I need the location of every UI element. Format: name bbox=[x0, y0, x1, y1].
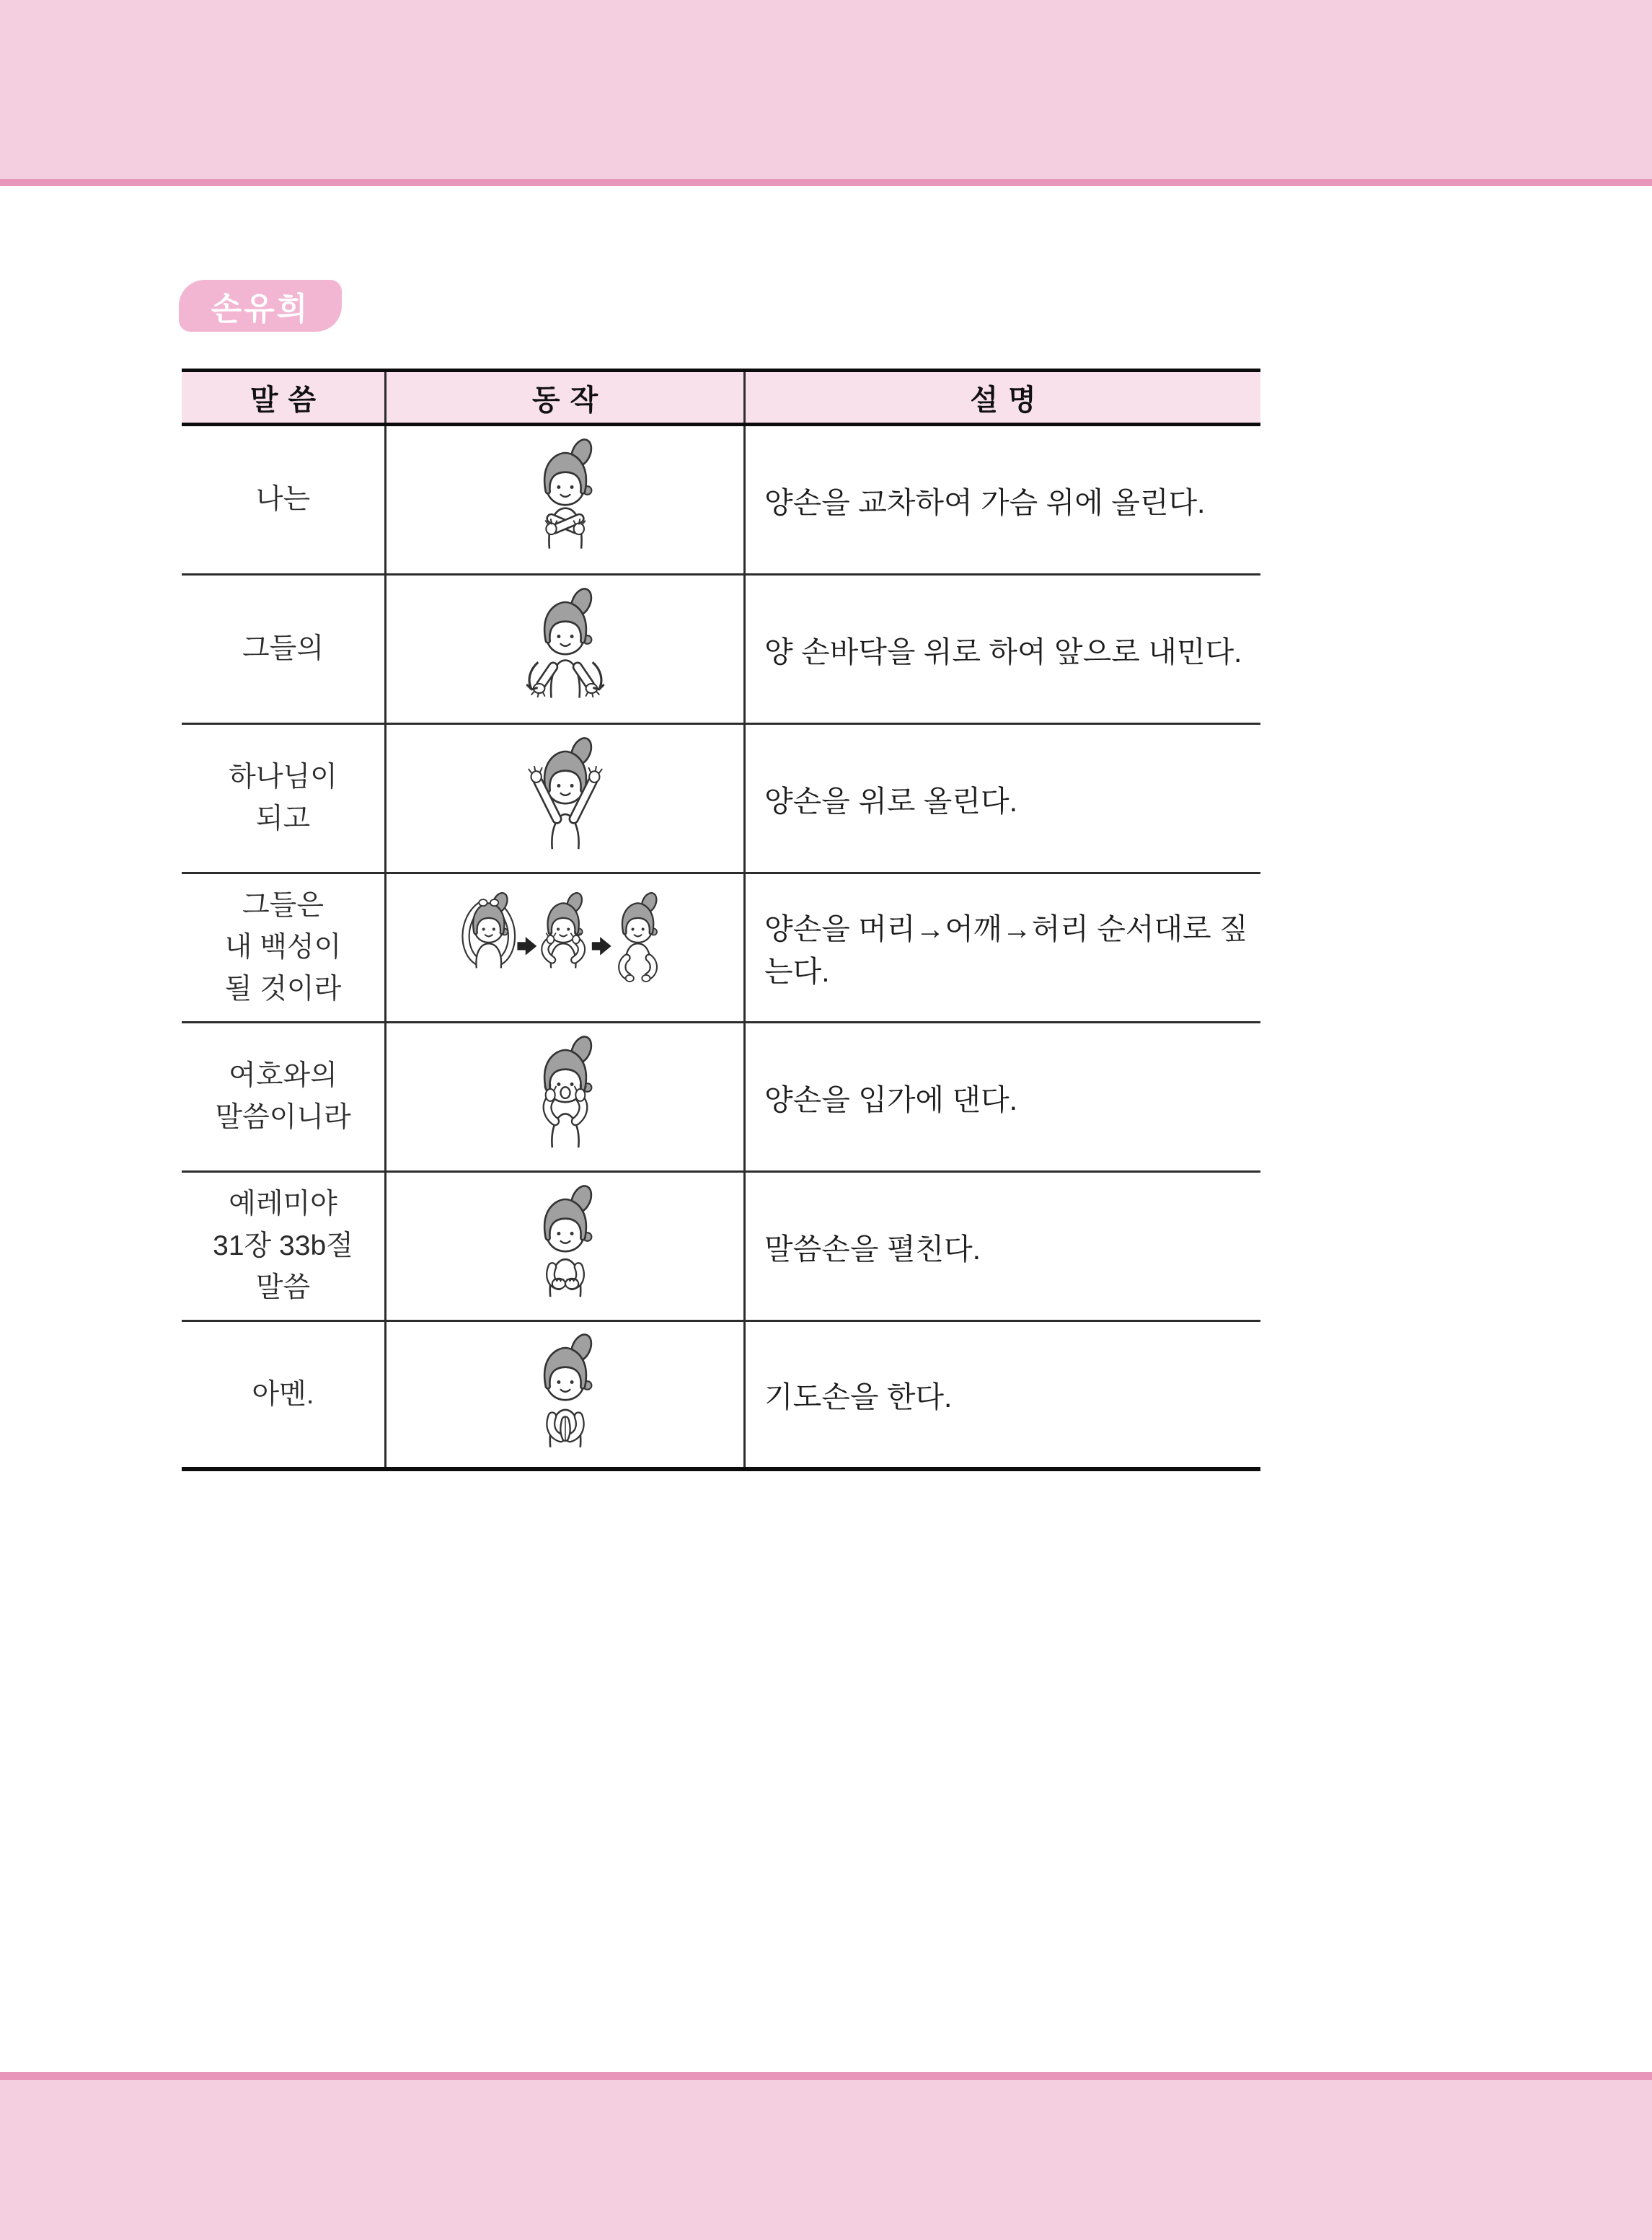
description-cell bbox=[746, 874, 1260, 1021]
action-cell bbox=[384, 1023, 746, 1170]
section-badge-label: 손유희 bbox=[211, 291, 310, 327]
word-cell bbox=[182, 1173, 384, 1320]
description-cell bbox=[746, 426, 1260, 573]
header-description: 설명 bbox=[970, 384, 1046, 416]
header-action: 동작 bbox=[384, 372, 746, 423]
word-line: 아멘. bbox=[252, 1378, 314, 1410]
top-pink-band bbox=[0, 0, 1652, 179]
girl-hands-crossed-on-chest-icon bbox=[509, 434, 622, 565]
table-body bbox=[182, 426, 1260, 1471]
girl-arms-raised-icon bbox=[509, 733, 622, 864]
word-line: 내 백성이 bbox=[224, 932, 342, 963]
section-badge bbox=[179, 280, 342, 332]
word-line: 되고 bbox=[255, 803, 311, 834]
header-word: 말씀 bbox=[249, 384, 327, 416]
word-line: 그들의 bbox=[242, 633, 324, 664]
girl-head-shoulder-waist-sequence-icon bbox=[399, 886, 731, 1009]
word-line: 예레미야 bbox=[229, 1189, 337, 1220]
table-row bbox=[182, 1322, 1260, 1471]
word-line: 될 것이라 bbox=[224, 974, 342, 1005]
description-cell bbox=[746, 725, 1260, 872]
action-cell bbox=[384, 576, 746, 723]
action-cell bbox=[384, 874, 746, 1021]
action-cell bbox=[384, 725, 746, 872]
action-cell bbox=[384, 1173, 746, 1320]
table-header-row bbox=[182, 369, 1260, 426]
table-row bbox=[182, 874, 1260, 1023]
description-cell bbox=[746, 1173, 1260, 1320]
table-row bbox=[182, 426, 1260, 576]
bottom-pink-band bbox=[0, 2080, 1652, 2240]
word-line: 하나님이 bbox=[229, 762, 337, 793]
girl-prayer-hands-icon bbox=[509, 1329, 622, 1460]
girl-palms-up-forward-icon bbox=[509, 583, 622, 715]
word-cell bbox=[182, 725, 384, 872]
action-cell bbox=[384, 426, 746, 573]
description-text: 양손을 머리→어깨→허리 순서대로 짚는다. bbox=[764, 912, 1248, 988]
word-line: 말씀 bbox=[255, 1272, 311, 1303]
word-line: 여호와의 bbox=[229, 1060, 337, 1091]
girl-open-word-hands-icon bbox=[509, 1181, 622, 1312]
table-row bbox=[182, 725, 1260, 874]
table-row bbox=[182, 1173, 1260, 1322]
top-pink-stripe bbox=[0, 179, 1652, 186]
word-cell bbox=[182, 1023, 384, 1170]
description-cell bbox=[746, 1023, 1260, 1170]
description-text: 양손을 위로 올린다. bbox=[764, 784, 1018, 818]
description-text: 기도손을 한다. bbox=[764, 1380, 953, 1414]
description-text: 양 손바닥을 위로 하여 앞으로 내민다. bbox=[764, 635, 1242, 669]
word-line: 나는 bbox=[255, 484, 311, 515]
word-cell bbox=[182, 576, 384, 723]
description-text: 말씀손을 펼친다. bbox=[764, 1232, 981, 1266]
action-cell bbox=[384, 1322, 746, 1467]
girl-hands-at-mouth-icon bbox=[509, 1031, 622, 1163]
description-cell bbox=[746, 1322, 1260, 1467]
word-line: 말씀이니라 bbox=[215, 1102, 351, 1133]
hand-play-table bbox=[182, 369, 1260, 1471]
bottom-pink-stripe bbox=[0, 2072, 1652, 2080]
table-row bbox=[182, 1023, 1260, 1173]
word-line: 그들은 bbox=[242, 890, 324, 921]
description-text: 양손을 교차하여 가슴 위에 올린다. bbox=[764, 485, 1206, 519]
word-cell bbox=[182, 426, 384, 573]
word-cell bbox=[182, 1322, 384, 1467]
word-line: 31장 33b절 bbox=[213, 1230, 353, 1261]
description-cell bbox=[746, 576, 1260, 723]
description-text: 양손을 입가에 댄다. bbox=[764, 1082, 1018, 1116]
word-cell bbox=[182, 874, 384, 1021]
table-row bbox=[182, 576, 1260, 725]
